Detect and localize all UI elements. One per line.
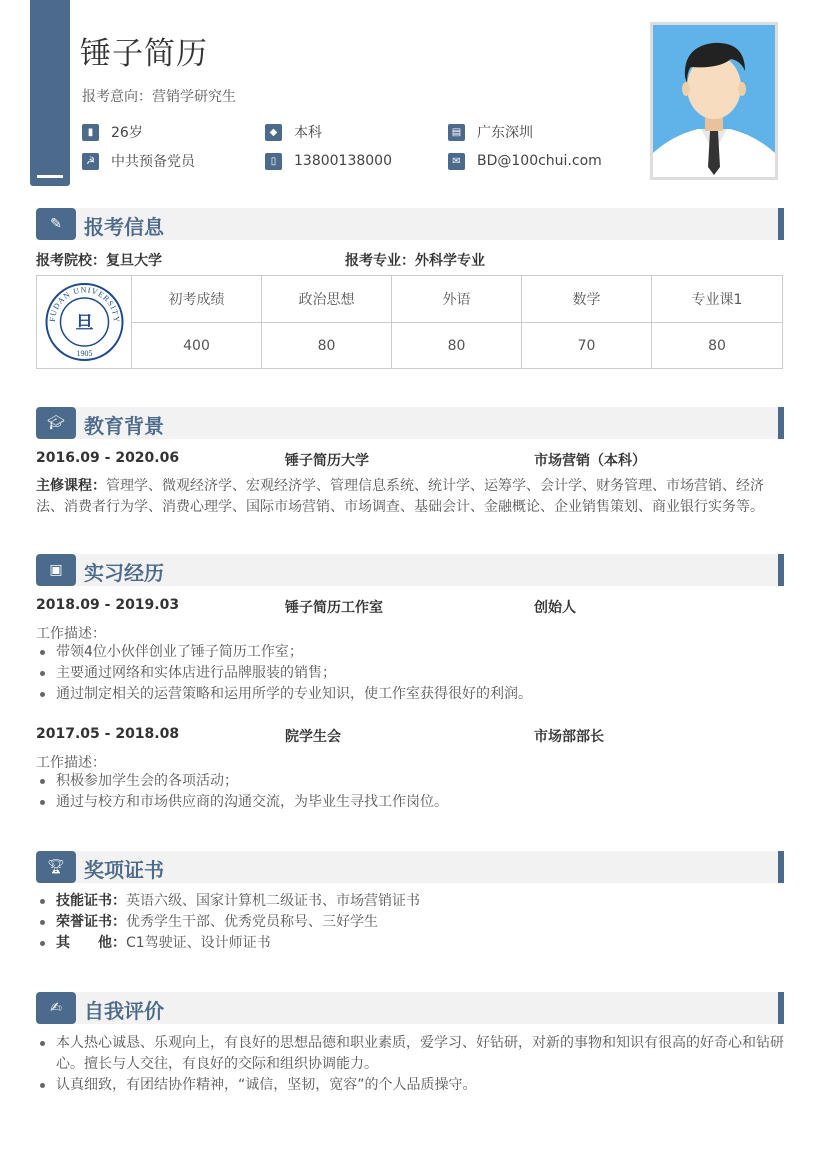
list-item: 通过与校方和市场供应商的沟通交流，为毕业生寻找工作岗位。	[36, 792, 448, 813]
list-item: 认真细致，有团结协作精神，“诚信，坚韧，宽容”的个人品质操守。	[36, 1075, 784, 1096]
fudan-logo	[37, 276, 132, 368]
score-header-cell: 初考成绩	[132, 276, 262, 322]
graduation-cap-icon: 🎓︎	[36, 407, 76, 439]
avatar-illustration	[653, 25, 775, 177]
info-email	[448, 152, 602, 170]
job-desc-list	[36, 642, 532, 705]
apply-intent: 报考意向：营销学研究生	[82, 89, 236, 105]
section-self-title: 自我评价	[84, 999, 164, 1023]
list-item	[36, 933, 420, 954]
edu-courses-text: 管理学、微观经济学、宏观经济学、管理信息系统、统计学、运筹学、会计学、财务管理、市场营销、经济法、消费者行为学、消费心理学、国际市场营销、市场调查、基础会计、金融概论、企业销售策划、商业银行实务等。	[36, 478, 764, 515]
score-value-cell: 400	[132, 323, 262, 369]
edu-school: 锤子简历大学	[285, 453, 369, 469]
score-header-cell: 外语	[392, 276, 522, 322]
section-education-header	[36, 407, 784, 439]
job-role: 市场部部长	[534, 729, 604, 745]
edu-date: 2016.09 - 2020.06	[36, 450, 180, 466]
section-apply-title: 报考信息	[84, 215, 164, 239]
score-header-cell: 数学	[522, 276, 652, 322]
edu-courses-label: 主修课程：	[36, 478, 106, 494]
building-icon: ▤	[448, 124, 465, 141]
edu-major: 市场营销（本科）	[534, 453, 646, 469]
awards-list	[36, 891, 420, 954]
info-phone-text: 13800138000	[294, 153, 392, 169]
score-value-cell: 70	[522, 323, 652, 369]
list-item	[36, 912, 420, 933]
job-desc-list	[36, 771, 448, 813]
list-item: 通过制定相关的运营策略和运用所学的专业知识，使工作室获得很好的利润。	[36, 684, 532, 705]
job-org: 院学生会	[285, 729, 341, 745]
info-degree-text: 本科	[294, 125, 322, 141]
info-age-text: 26岁	[111, 125, 143, 141]
section-self-header	[36, 992, 784, 1024]
section-internship-title: 实习经历	[84, 561, 164, 585]
score-value-cell: 80	[392, 323, 522, 369]
info-politics-text: 中共预备党员	[111, 154, 195, 170]
info-degree	[265, 123, 322, 141]
section-awards-header	[36, 851, 784, 883]
job-desc-label: 工作描述：	[36, 626, 106, 642]
score-value-cell: 80	[262, 323, 392, 369]
job-date: 2017.05 - 2018.08	[36, 726, 180, 742]
section-awards-title: 奖项证书	[84, 858, 164, 882]
list-item	[36, 891, 420, 912]
score-table	[36, 275, 783, 369]
job-role: 创始人	[534, 600, 576, 616]
resume-name: 锤子简历	[80, 36, 208, 72]
info-location	[448, 123, 533, 141]
award-label: 其 他：	[56, 935, 126, 951]
section-end-bar	[778, 208, 784, 240]
section-internship-header	[36, 554, 784, 586]
party-emblem-icon: ☭	[82, 153, 99, 170]
bar-chart-icon: ▮	[82, 124, 99, 141]
list-item: 本人热心诚恳、乐观向上，有良好的思想品德和职业素质，爱学习、好钻研，对新的事物和知识有很高的好奇心和钻研心。擅长与人交往，有良好的交际和组织协调能力。	[36, 1033, 784, 1075]
section-end-bar	[778, 992, 784, 1024]
score-value-cell: 80	[708, 338, 726, 354]
edu-courses	[36, 476, 784, 518]
graduation-cap-icon: ◆	[265, 124, 282, 141]
apply-school: 报考院校：复旦大学	[36, 253, 162, 269]
list-item: 积极参加学生会的各项活动；	[36, 771, 448, 792]
award-label: 荣誉证书：	[56, 914, 126, 930]
award-label: 技能证书：	[56, 893, 126, 909]
mail-icon: ✉	[448, 153, 465, 170]
list-item: 主要通过网络和实体店进行品牌服装的销售；	[36, 663, 532, 684]
award-text: 英语六级、国家计算机二级证书、市场营销证书	[126, 893, 420, 909]
job-desc-label: 工作描述：	[36, 755, 106, 771]
self-eval-list	[36, 1033, 784, 1096]
svg-text:旦: 旦	[75, 313, 94, 334]
list-item: 带领4位小伙伴创业了锤子简历工作室；	[36, 642, 532, 663]
pencil-icon: ✎	[36, 208, 76, 240]
info-phone	[265, 152, 392, 170]
info-location-text: 广东深圳	[477, 125, 533, 141]
logo-university-text: FUDAN UNIVERSITY	[47, 285, 122, 324]
award-text: C1驾驶证、设计师证书	[126, 935, 271, 951]
job-date: 2018.09 - 2019.03	[36, 597, 180, 613]
job-org: 锤子简历工作室	[285, 600, 383, 616]
accent-bar	[30, 0, 70, 186]
score-header-cell: 政治思想	[262, 276, 392, 322]
info-age	[82, 123, 143, 141]
profile-photo	[650, 22, 778, 180]
edit-icon: ✍	[36, 992, 76, 1024]
info-politics	[82, 152, 195, 170]
phone-icon: ▯	[265, 153, 282, 170]
trophy-icon: 🏆︎	[36, 851, 76, 883]
accent-bar-line	[37, 175, 63, 178]
section-end-bar	[778, 554, 784, 586]
score-header-cell: 专业课1	[691, 292, 743, 308]
section-education-title: 教育背景	[84, 414, 164, 438]
section-apply-header	[36, 208, 784, 240]
section-end-bar	[778, 407, 784, 439]
apply-major: 报考专业：外科学专业	[345, 253, 485, 269]
briefcase-icon: ▣	[36, 554, 76, 586]
section-end-bar	[778, 851, 784, 883]
award-text: 优秀学生干部、优秀党员称号、三好学生	[126, 914, 378, 930]
info-email-text: BD@100chui.com	[477, 153, 602, 169]
logo-year: 1905	[76, 349, 93, 358]
